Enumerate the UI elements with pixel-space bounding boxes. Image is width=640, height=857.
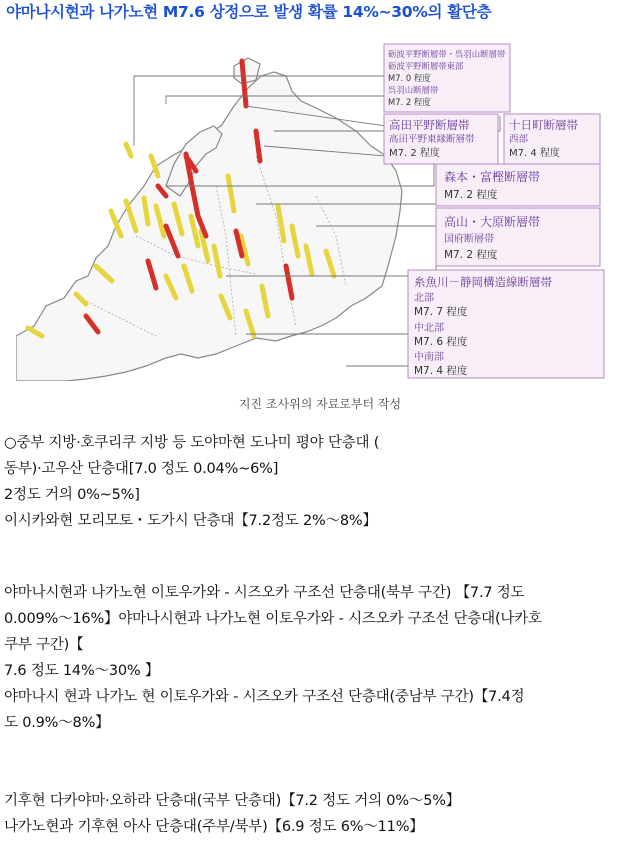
fault-map-svg bbox=[16, 36, 606, 381]
paragraph-3 bbox=[4, 788, 460, 840]
label-box-1-line-4: 呉羽山断層帯 bbox=[388, 85, 439, 95]
headline: 야마나시현과 나가노현 M7.6 상정으로 발생 확률 14%~30%의 활단층 bbox=[6, 3, 492, 21]
label-box-6-line-2: 北部 bbox=[414, 293, 434, 304]
paragraph-2-line-5: 야마나시 현과 나가노 현 이토우가와 - 시즈오카 구조선 단층대(중남부 구간)【7.4정 bbox=[4, 689, 525, 705]
label-box-2-line-2: 高田平野東縁断層帯 bbox=[389, 134, 475, 145]
label-box-2-line-3: M7. 2 程度 bbox=[389, 148, 440, 159]
label-box-4 bbox=[436, 164, 600, 206]
coastline bbox=[16, 72, 402, 381]
paragraph-1-line-1: ○중부 지방·호쿠리쿠 지방 등 도야마현 도나미 평야 단층대 ( bbox=[4, 435, 380, 451]
label-box-3 bbox=[504, 114, 600, 164]
label-box-4-line-2: M7. 2 程度 bbox=[444, 189, 498, 201]
label-box-4-line-1: 森本・富樫断層帯 bbox=[444, 170, 541, 184]
label-box-6-line-7: M7. 4 程度 bbox=[414, 365, 468, 377]
paragraph-3-line-1: 기후현 다카야마·오하라 단층대(국부 단층대)【7.2 정도 거의 0%～5%】 bbox=[4, 793, 461, 809]
paragraph-1-line-4: 이시카와현 모리모토・도가시 단층대【7.2정도 2%～8%】 bbox=[4, 513, 377, 529]
label-box-3-line-2: 西部 bbox=[509, 134, 529, 145]
paragraph-2 bbox=[4, 580, 542, 736]
label-box-3-line-3: M7. 4 程度 bbox=[509, 148, 560, 159]
label-box-6 bbox=[408, 270, 604, 378]
label-box-6-line-3: M7. 7 程度 bbox=[414, 306, 468, 318]
label-box-5 bbox=[436, 208, 600, 266]
label-box-1 bbox=[384, 44, 510, 112]
label-box-2 bbox=[384, 114, 498, 164]
paragraph-2-line-1: 야마나시현과 나가노현 이토우가와 - 시즈오카 구조선 단층대(북부 구간) 【7.7 정도 bbox=[4, 585, 525, 601]
label-box-6-line-6: 中南部 bbox=[414, 352, 444, 363]
map-caption: 지진 조사위의 자료로부터 작성 bbox=[238, 397, 402, 411]
label-box-6-line-4: 中北部 bbox=[414, 323, 444, 334]
label-box-2-line-1: 高田平野断層帯 bbox=[389, 118, 470, 132]
paragraph-3-line-2: 나가노현과 기후현 아사 단층대(주부/북부)【6.9 정도 6%～11%】 bbox=[4, 819, 424, 835]
label-box-6-line-5: M7. 6 程度 bbox=[414, 336, 468, 348]
paragraph-1-line-3: 2정도 거의 0%~5%] bbox=[4, 487, 140, 503]
paragraph-2-line-6: 도 0.9%～8%】 bbox=[4, 715, 110, 731]
label-box-6-line-1: 糸魚川－静岡構造線断層帯 bbox=[414, 275, 552, 289]
paragraph-2-line-4: 7.6 정도 14%～30% 】 bbox=[4, 663, 160, 679]
label-box-1-line-3: M7. 0 程度 bbox=[388, 73, 431, 83]
label-box-1-line-2: 砺波平野断層帯東部 bbox=[388, 61, 464, 71]
island bbox=[234, 58, 260, 84]
label-box-1-line-5: M7. 2 程度 bbox=[388, 97, 431, 107]
paragraph-2-line-2: 0.009%～16%】야마나시현과 나가노현 이토우가와 - 시즈오카 구조선 단층대(나카호 bbox=[4, 611, 542, 627]
paragraph-1 bbox=[4, 430, 379, 534]
fault-map bbox=[16, 36, 606, 381]
paragraph-2-line-3: 쿠부 구간)【 bbox=[4, 637, 84, 653]
label-box-5-line-1: 高山・大原断層帯 bbox=[444, 215, 541, 229]
paragraph-1-line-2: 동부)·고우산 단층대[7.0 정도 0.04%~6%] bbox=[4, 461, 279, 477]
label-box-3-line-1: 十日町断層帯 bbox=[509, 118, 578, 132]
label-box-5-line-2: 国府断層帯 bbox=[444, 234, 494, 245]
label-box-1-line-1: 砺波平野断層帯・呉羽山断層帯 bbox=[388, 49, 506, 59]
label-box-5-line-3: M7. 2 程度 bbox=[444, 249, 498, 261]
